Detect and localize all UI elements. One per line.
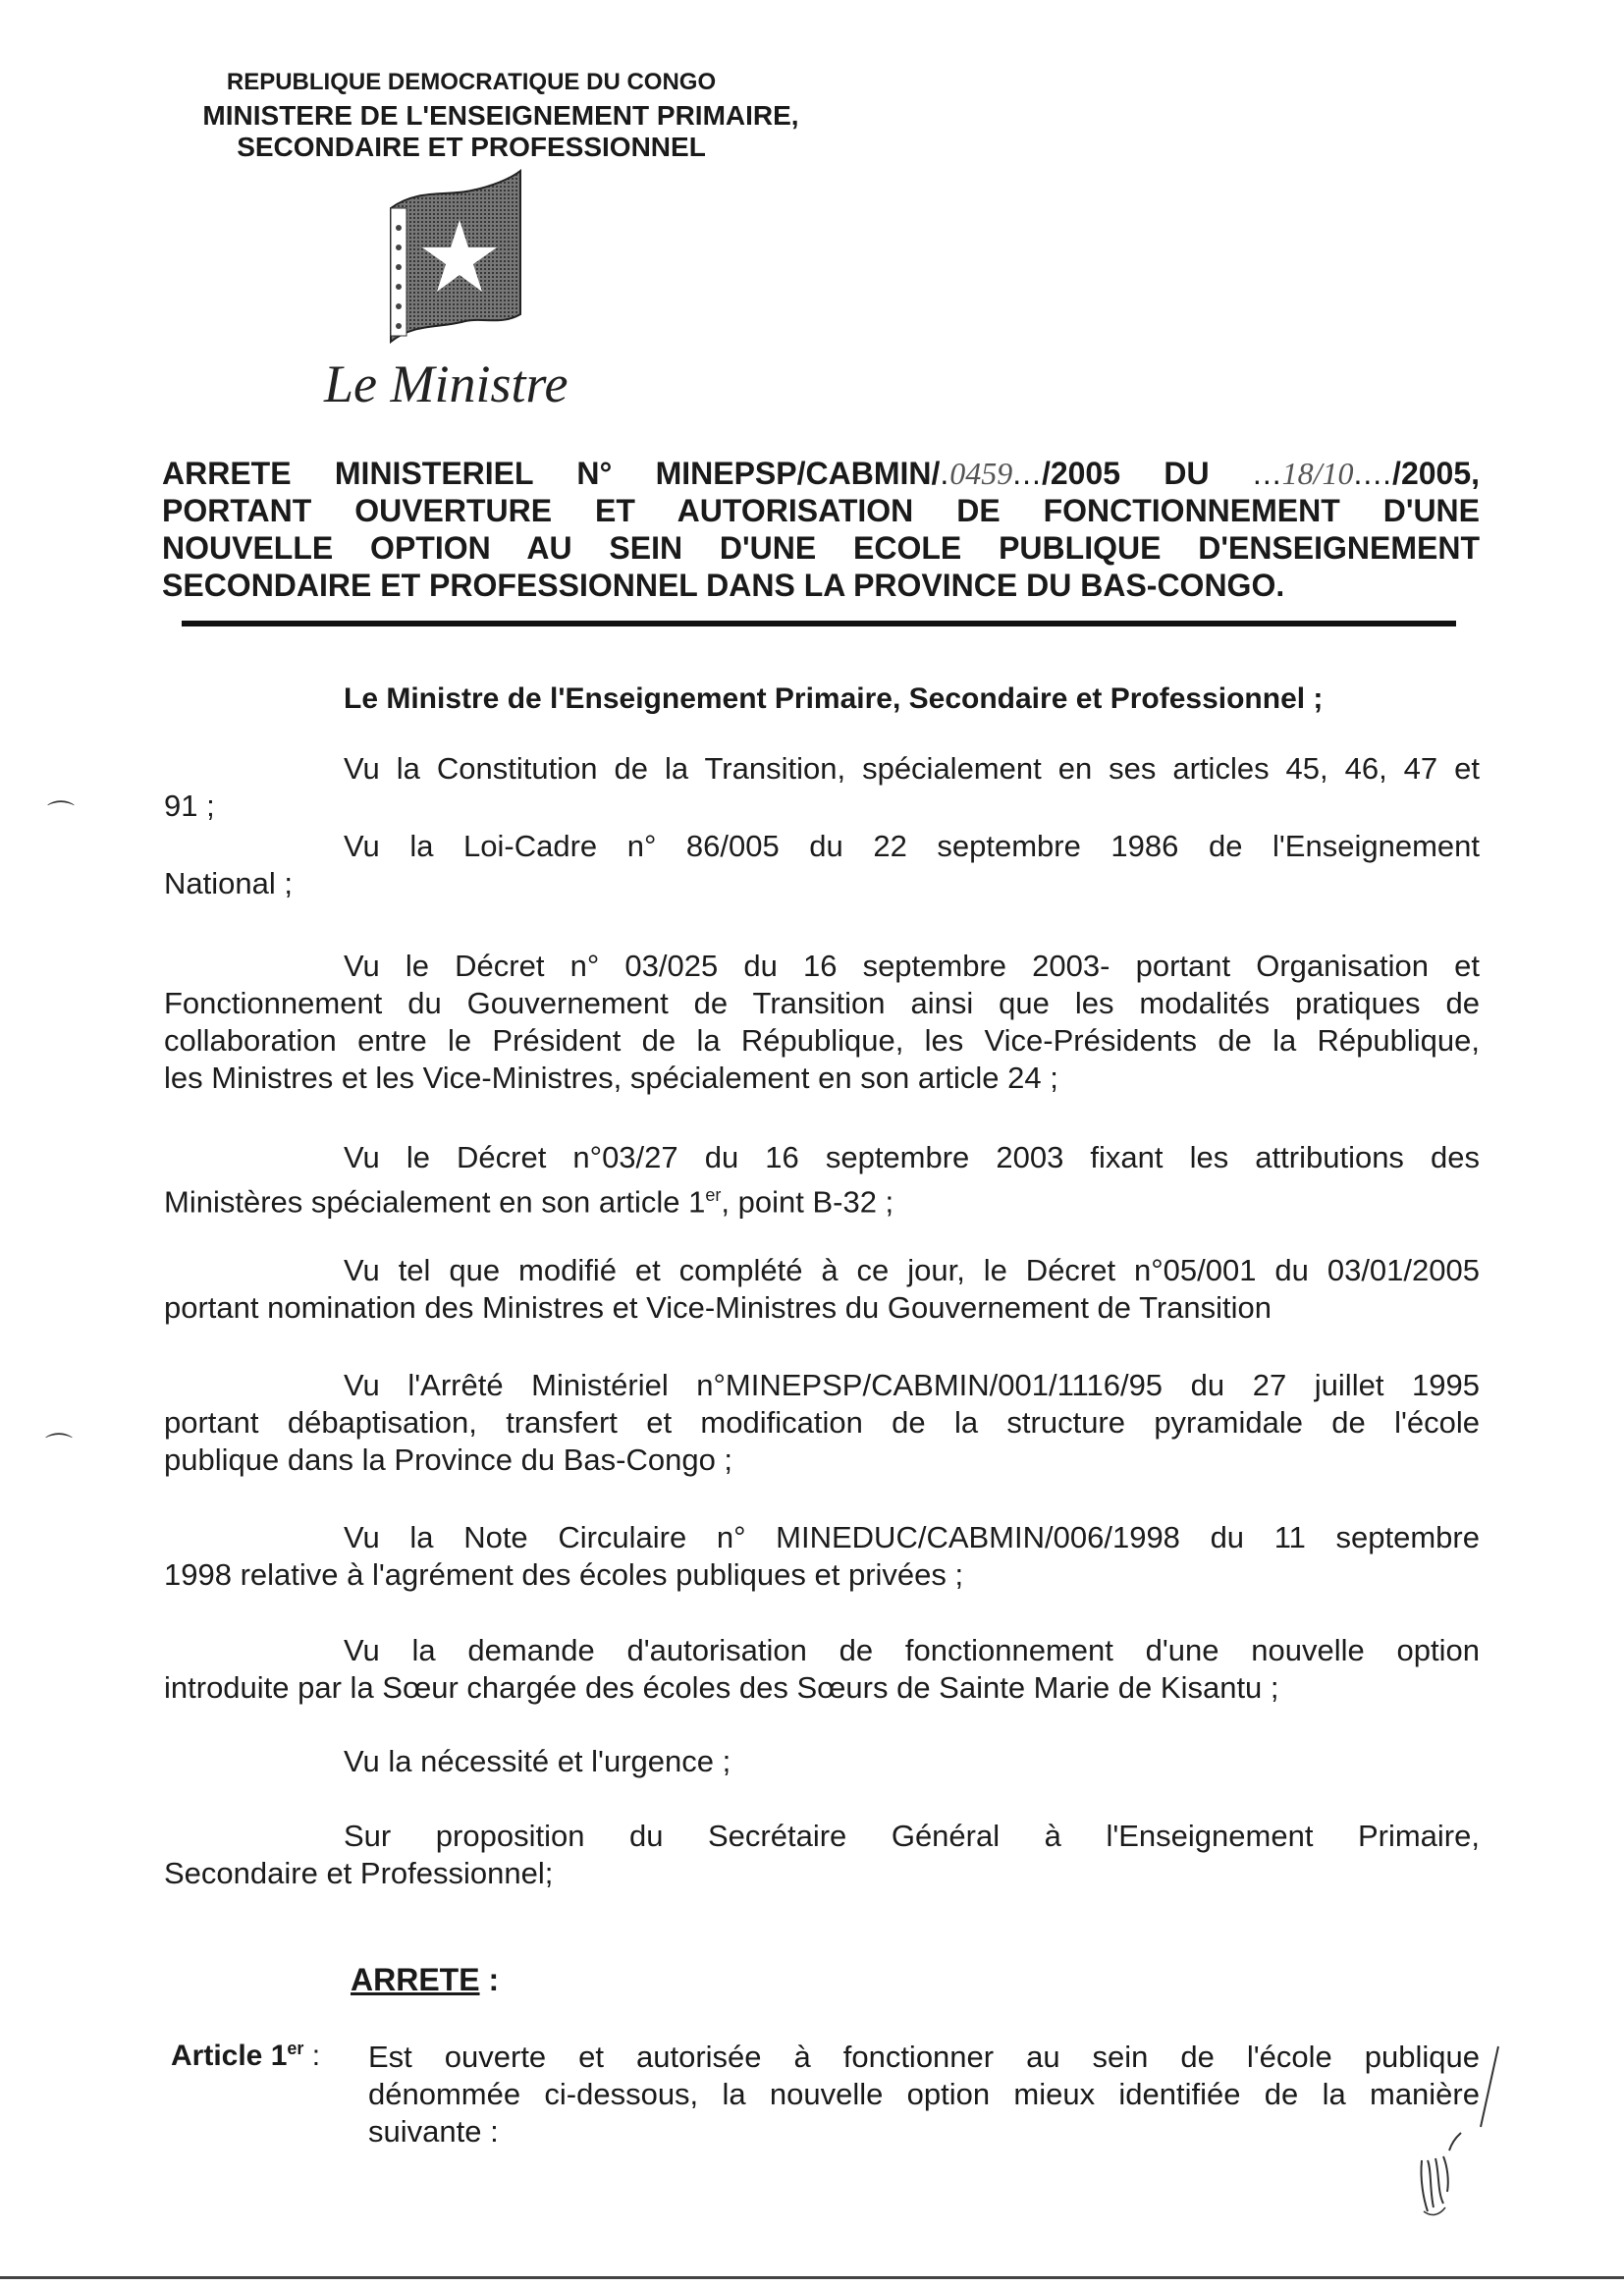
article-line: dénommée ci-dessous, la nouvelle option mieux identifiée de la manière xyxy=(368,2077,1480,2111)
arrete-heading: ARRETE : xyxy=(351,1962,500,1997)
decree-number-handwritten: 0459 xyxy=(949,456,1013,491)
decree-number-dots: . xyxy=(940,456,950,491)
decree-title-line3: NOUVELLE OPTION AU SEIN D'UNE ECOLE PUBLIQUE D'ENSEIGNEMENT xyxy=(162,530,1480,566)
article-line: suivante : xyxy=(368,2114,499,2149)
article-1-text xyxy=(368,2039,1480,2151)
decree-date-handwritten: 18/10 xyxy=(1281,456,1354,491)
consideration-urgence: Vu la nécessité et l'urgence ; xyxy=(344,1744,731,1778)
consideration-line: Vu le Décret n° 03/025 du 16 septembre 2003- portant Organisation et xyxy=(344,949,1480,983)
consideration-decret-05-001 xyxy=(164,1252,1480,1327)
ministry-name-line2: SECONDAIRE ET PROFESSIONNEL xyxy=(237,132,706,162)
consideration-demande xyxy=(164,1632,1480,1707)
consideration-loi-cadre xyxy=(164,828,1480,902)
decree-number-dots-2: ... xyxy=(1012,456,1042,491)
decree-title xyxy=(162,455,1480,604)
consideration-line: National ; xyxy=(164,866,293,900)
consideration-line: publique dans la Province du Bas-Congo ; xyxy=(164,1443,733,1477)
margin-mark: ⌒ xyxy=(47,799,76,830)
consideration-line: Sur proposition du Secrétaire Général à l'Enseignement Primaire, xyxy=(344,1819,1480,1853)
consideration-line: Ministères spécialement en son article 1er, point B-32 ; xyxy=(164,1184,894,1220)
initials-signature-icon xyxy=(1414,2131,1463,2219)
consideration-line: Vu la Note Circulaire n° MINEDUC/CABMIN/006/1998 du 11 septembre xyxy=(344,1520,1480,1554)
consideration-line: Vu le Décret n°03/27 du 16 septembre 2003 fixant les attributions des xyxy=(344,1140,1480,1174)
page-bottom-edge xyxy=(0,2276,1624,2279)
consideration-line: Secondaire et Professionnel; xyxy=(164,1856,554,1890)
decree-title-line4: SECONDAIRE ET PROFESSIONNEL DANS LA PROVINCE DU BAS-CONGO. xyxy=(162,568,1285,603)
ministry-name-line1: MINISTERE DE L'ENSEIGNEMENT PRIMAIRE, xyxy=(202,100,799,131)
consideration-arrete-1995 xyxy=(164,1367,1480,1479)
title-divider xyxy=(182,621,1456,626)
decree-date-dots-2: .... xyxy=(1353,456,1393,491)
consideration-line: Fonctionnement du Gouvernement de Transition ainsi que les modalités pratiques de xyxy=(164,986,1480,1020)
consideration-line: les Ministres et les Vice-Ministres, spécialement en son article 24 ; xyxy=(164,1061,1058,1095)
national-emblem-icon xyxy=(373,169,530,346)
decree-title-line1: ARRETE MINISTERIEL N° MINEPSP/CABMIN/.0459.../2005 DU ...18/10..../2005, xyxy=(162,456,1481,491)
consideration-line: introduite par la Sœur chargée des écoles des Sœurs de Sainte Marie de Kisantu ; xyxy=(164,1670,1279,1705)
country-name: REPUBLIQUE DEMOCRATIQUE DU CONGO xyxy=(226,69,717,95)
article-1-label: Article 1er : xyxy=(171,2039,321,2072)
consideration-decret-03-025 xyxy=(164,948,1480,1097)
margin-stroke-icon xyxy=(1473,2042,1502,2131)
minister-signatory: Le Ministre xyxy=(324,354,568,413)
consideration-line: Vu tel que modifié et complété à ce jour, le Décret n°05/001 du 03/01/2005 xyxy=(344,1253,1480,1287)
consideration-proposition xyxy=(164,1818,1480,1892)
consideration-line: Vu la Constitution de la Transition, spécialement en ses articles 45, 46, 47 et xyxy=(344,751,1480,786)
consideration-decret-03-27 xyxy=(164,1139,1480,1221)
article-line: Est ouverte et autorisée à fonctionner au sein de l'école publique xyxy=(368,2040,1480,2074)
consideration-line: portant débaptisation, transfert et modification de la structure pyramidale de l'école xyxy=(164,1405,1480,1440)
consideration-line: Vu la Loi-Cadre n° 86/005 du 22 septembre 1986 de l'Enseignement xyxy=(344,829,1480,863)
consideration-line: portant nomination des Ministres et Vice-Ministres du Gouvernement de Transition xyxy=(164,1290,1272,1325)
consideration-line: 1998 relative à l'agrément des écoles publiques et privées ; xyxy=(164,1557,964,1592)
decree-title-line2: PORTANT OUVERTURE ET AUTORISATION DE FONCTIONNEMENT D'UNE xyxy=(162,493,1480,528)
consideration-line: Vu l'Arrêté Ministériel n°MINEPSP/CABMIN/001/1116/95 du 27 juillet 1995 xyxy=(344,1368,1480,1402)
consideration-line: 91 ; xyxy=(164,789,215,823)
consideration-constitution xyxy=(164,750,1480,825)
consideration-note-circulaire xyxy=(164,1519,1480,1594)
decree-date-dots: ... xyxy=(1252,456,1282,491)
consideration-line: Vu la demande d'autorisation de fonctionnement d'une nouvelle option xyxy=(344,1633,1480,1667)
margin-mark: ⌒ xyxy=(45,1432,74,1462)
preamble-intro: Le Ministre de l'Enseignement Primaire, Secondaire et Professionnel ; xyxy=(344,682,1324,715)
consideration-line: collaboration entre le Président de la République, les Vice-Présidents de la République, xyxy=(164,1023,1480,1058)
